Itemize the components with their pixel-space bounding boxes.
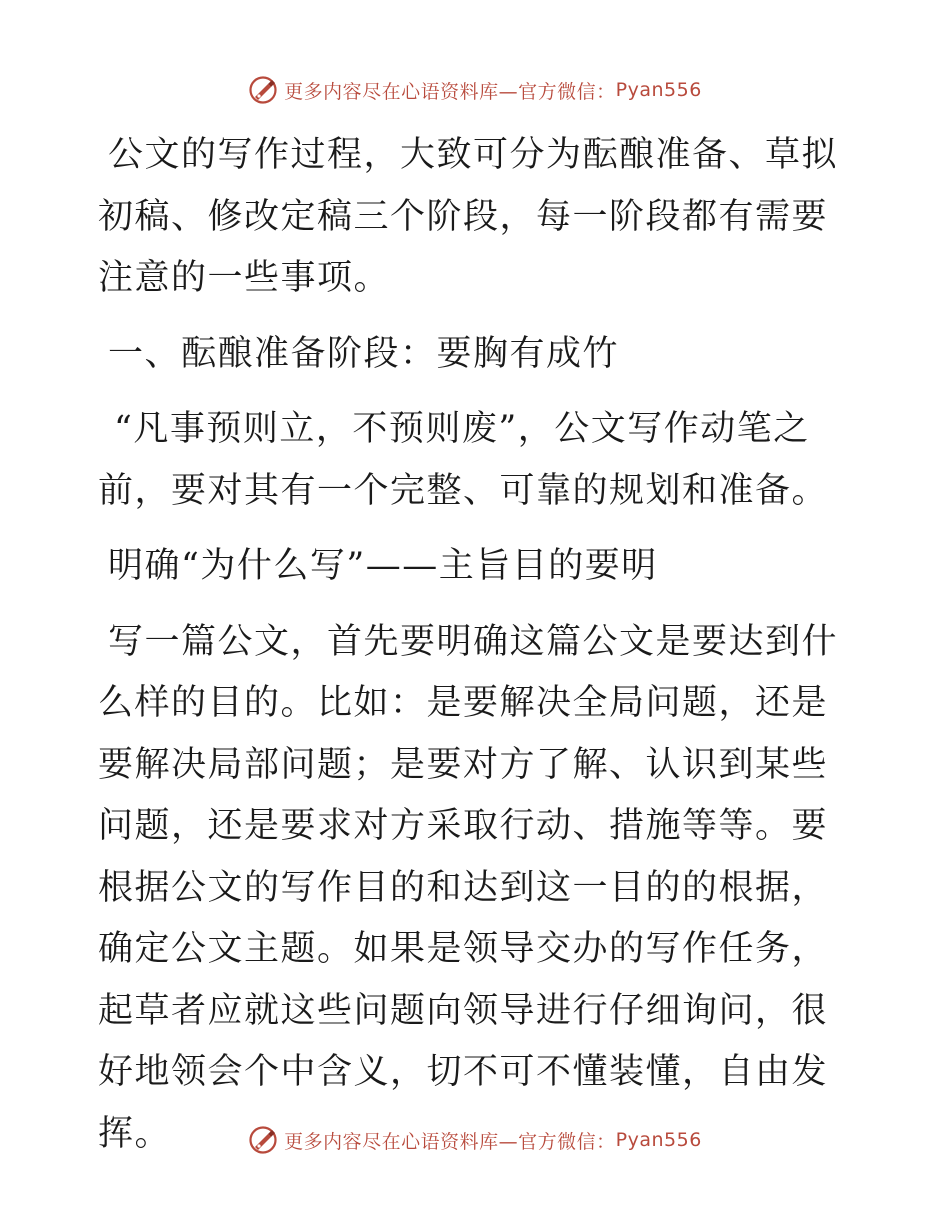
pen-nib-logo-icon [248,1125,278,1155]
watermark-contact: Pyan556 [615,1129,702,1151]
watermark-text: 更多内容尽在心语资料库—官方微信： [284,80,616,103]
section-heading: 一、酝酿准备阶段：要胸有成竹 [108,333,620,374]
watermark-contact: Pyan556 [615,79,702,101]
watermark-text: 更多内容尽在心语资料库—官方微信： [284,1130,616,1153]
subheading: 明确“为什么写”——主旨目的要明 [108,546,658,586]
watermark-footer [0,1120,950,1160]
body-paragraph: 写一篇公文，首先要明确这篇公文是要达到什么样的目的。比如：是要解决全局问题，还是要解决局部问题；是要对方了解、认识到某些问题，还是要求对方采取行动、措施等等。要根据公文的写作目的和达到这一目的的根据，确定公文主题。如果是领导交办的写作任务，起草者应就这些问题向领导进行仔细询问，很好地领会个中含义，切不可不懂装懂，自由发挥。 [98,621,839,1154]
intro-paragraph: 公文的写作过程，大致可分为酝酿准备、草拟初稿、修改定稿三个阶段，每一阶段都有需要注意的一些事项。 [98,135,839,298]
document-body [98,125,854,1165]
quote-paragraph: “凡事预则立，不预则废”，公文写作动笔之前，要对其有一个完整、可靠的规划和准备。 [98,409,829,511]
pen-nib-logo-icon [248,75,278,105]
watermark-header [0,70,950,110]
